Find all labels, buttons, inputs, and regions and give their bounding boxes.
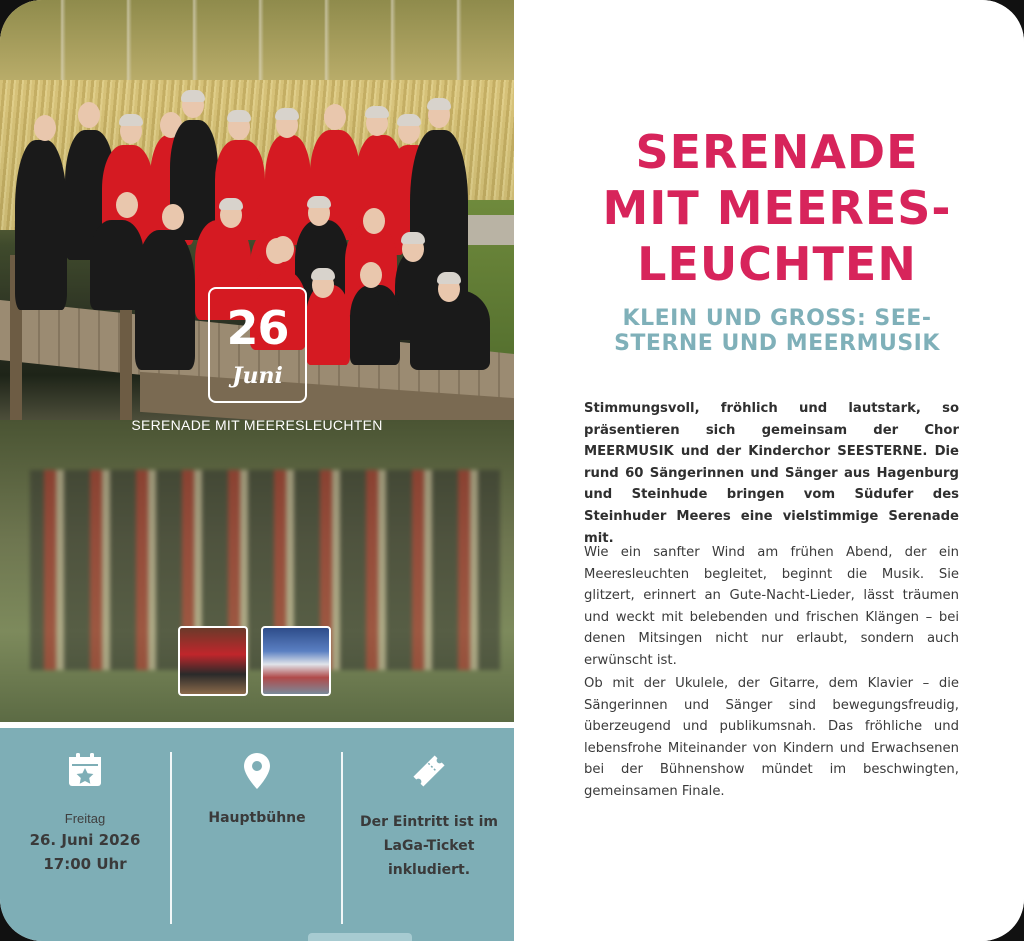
ticket-info: Der Eintritt ist im LaGa-Ticket inkludiert.	[360, 814, 498, 878]
intro-paragraph: Stimmungsvoll, fröhlich und lautstark, so präsentieren sich gemeinsam der Chor MEERMUSIK und der Kinderchor SEESTERNE. Die rund 60 Sängerinnen und Sänger aus Hagenburg und Steinhude bringen vom Südufer des Steinhuder Meeres eine vielstimmige Serenade mit.	[584, 401, 959, 546]
subtitle-line: STERNE UND MEERMUSIK	[614, 331, 940, 356]
title-line: LEUCHTEN	[637, 237, 917, 291]
calendar-star-icon	[67, 752, 103, 792]
map-pin-icon	[243, 752, 271, 794]
description-paragraph: Wie ein sanfter Wind am frühen Abend, der ein Meeresleuchten begleitet, beginnt die Musik. Sie glitzert, erinnert an Gute-Nacht-Lieder, lässt träumen und weckt mit belebenden und frischen Klängen – bei denen Mitsingen nicht nur erlaubt, sondern auch erwünscht ist.	[584, 545, 959, 668]
photo-caption: SERENADE MIT MEERESLEUCHTEN	[131, 417, 383, 433]
event-date-badge	[208, 287, 307, 403]
event-description-panel	[514, 0, 1024, 941]
column-divider	[341, 752, 343, 924]
choir-photo[interactable]	[0, 0, 514, 722]
event-weekday: Freitag	[64, 811, 106, 826]
event-date: 26. Juni 2026	[29, 831, 141, 849]
info-location	[172, 728, 342, 941]
date-day: 26	[226, 301, 289, 355]
date-month: Juni	[232, 363, 283, 389]
event-info-bar	[0, 728, 514, 941]
gallery-thumbnail-2[interactable]	[261, 626, 331, 696]
info-ticket	[344, 728, 514, 941]
subtitle-line: KLEIN UND GROSS: SEE-	[622, 306, 932, 331]
info-date	[0, 728, 170, 941]
event-subtitle	[554, 306, 1000, 356]
gallery-thumbnail-1[interactable]	[178, 626, 248, 696]
ticket-icon	[410, 752, 448, 794]
event-time: 17:00 Uhr	[43, 855, 127, 873]
venue-name: Hauptbühne	[208, 810, 306, 826]
title-line: MIT MEERES-	[602, 181, 952, 235]
title-line: SERENADE	[635, 125, 919, 179]
scroll-handle[interactable]	[308, 933, 412, 941]
description-paragraph: Ob mit der Ukulele, der Gitarre, dem Klavier – die Sängerinnen und Sänger sind bewegungsfreudig, überzeugend und publikumsnah. Das fröhliche und lebensfrohe Miteinander von Kindern und Erwachsenen bei der Bühnenshow mündet im beschwingten, gemeinsamen Finale.	[584, 676, 959, 799]
event-title	[554, 124, 1000, 292]
